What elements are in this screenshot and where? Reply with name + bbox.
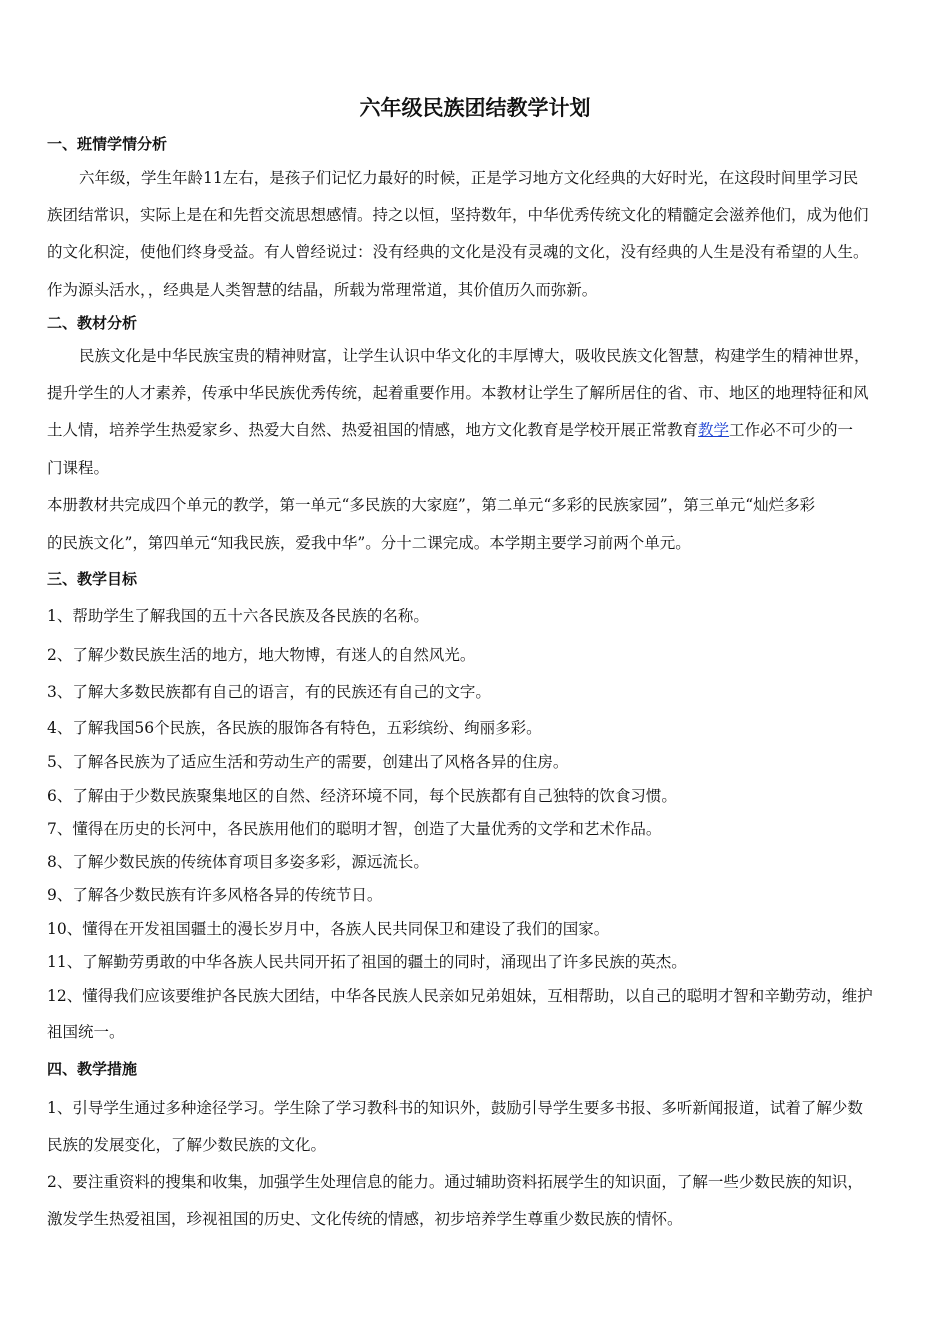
section-heading-1: 一、班情学情分析 — [47, 135, 168, 153]
paragraph-line: 的民族文化”，第四单元“知我民族，爱我中华”。分十二课完成。本学期主要学习前两个单元。 — [47, 534, 691, 552]
paragraph-line: 提升学生的人才素养，传承中华民族优秀传统，起着重要作用。本教材让学生了解所居住的省、市、地区的地理特征和风 — [47, 384, 869, 402]
teaching-link[interactable]: 教学 — [698, 421, 730, 439]
paragraph-line: 民族文化是中华民族宝贵的精神财富，让学生认识中华文化的丰厚博大，吸收民族文化智慧，构建学生的精神世界， — [79, 347, 870, 365]
list-item: 11、了解勤劳勇敢的中华各族人民共同开拓了祖国的疆土的同时，涌现出了许多民族的英杰。 — [47, 953, 687, 971]
line-text: 工作必不可少的一 — [729, 421, 854, 439]
paragraph-line: 六年级，学生年龄11左右，是孩子们记忆力最好的时候，正是学习地方文化经典的大好时光，在这段时间里学习民 — [79, 169, 859, 187]
list-item: 7、懂得在历史的长河中，各民族用他们的聪明才智，创造了大量优秀的文学和艺术作品。 — [47, 820, 662, 838]
list-item: 10、懂得在开发祖国疆土的漫长岁月中，各族人民共同保卫和建设了我们的国家。 — [47, 920, 610, 938]
list-item: 1、帮助学生了解我国的五十六各民族及各民族的名称。 — [47, 607, 429, 625]
list-item: 9、了解各少数民族有许多风格各异的传统节日。 — [47, 886, 383, 904]
page-title: 六年级民族团结教学计划 — [359, 96, 591, 120]
paragraph-line: 激发学生热爱祖国，珍视祖国的历史、文化传统的情感，初步培养学生尊重少数民族的情怀。 — [47, 1210, 683, 1228]
paragraph-line — [47, 418, 853, 440]
list-item: 2、了解少数民族生活的地方，地大物博，有迷人的自然风光。 — [47, 646, 476, 664]
paragraph-line: 本册教材共完成四个单元的教学，第一单元“多民族的大家庭”，第二单元“多彩的民族家园”，第三单元“灿烂多彩 — [47, 496, 816, 514]
paragraph-line: 2、要注重资料的搜集和收集，加强学生处理信息的能力。通过辅助资料拓展学生的知识面，了解一些少数民族的知识， — [47, 1173, 863, 1191]
list-item: 5、了解各民族为了适应生活和劳动生产的需要，创建出了风格各异的住房。 — [47, 753, 569, 771]
line-text: 土人情，培养学生热爱家乡、热爱大自然、热爱祖国的情感，地方文化教育是学校开展正常教育 — [47, 421, 699, 439]
paragraph-line: 的文化积淀，使他们终身受益。有人曾经说过：没有经典的文化是没有灵魂的文化，没有经典的人生是没有希望的人生。 — [47, 243, 869, 261]
list-item: 祖国统一。 — [47, 1023, 125, 1041]
paragraph-line: 门课程。 — [47, 459, 110, 477]
paragraph-line: 1、引导学生通过多种途径学习。学生除了学习教科书的知识外，鼓励引导学生要多书报、多听新闻报道，试着了解少数 — [47, 1099, 863, 1117]
section-heading-3: 三、教学目标 — [47, 570, 138, 588]
list-item: 6、了解由于少数民族聚集地区的自然、经济环境不同，每个民族都有自己独特的饮食习惯。 — [47, 787, 677, 805]
list-item: 4、了解我国56个民族，各民族的服饰各有特色，五彩缤纷、绚丽多彩。 — [47, 719, 542, 737]
section-heading-4: 四、教学措施 — [47, 1060, 138, 1078]
list-item: 8、了解少数民族的传统体育项目多姿多彩，源远流长。 — [47, 853, 429, 871]
paragraph-line: 族团结常识，实际上是在和先哲交流思想感情。持之以恒，坚持数年，中华优秀传统文化的精髓定会滋养他们，成为他们 — [47, 206, 869, 224]
paragraph-line: 作为源头活水，，经典是人类智慧的结晶，所载为常理常道，其价值历久而弥新。 — [47, 281, 598, 299]
list-item: 3、了解大多数民族都有自己的语言，有的民族还有自己的文字。 — [47, 683, 491, 701]
section-heading-2: 二、教材分析 — [47, 314, 138, 332]
paragraph-line: 民族的发展变化，了解少数民族的文化。 — [47, 1136, 327, 1154]
list-item: 12、懂得我们应该要维护各民族大团结，中华各民族人民亲如兄弟姐妹，互相帮助，以自己的聪明才智和辛勤劳动，维护 — [47, 987, 873, 1005]
